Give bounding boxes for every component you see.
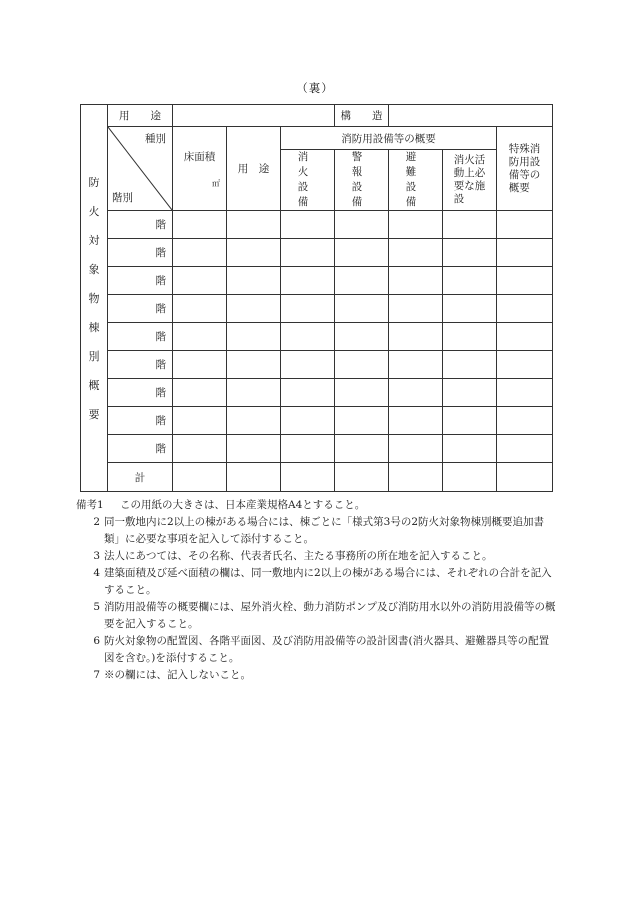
remark-text: 防火対象物の配置図、各階平面図、及び消防用設備等の設計図書(消火器具、避難器具等の配置図を含む。)を添付すること。 <box>104 635 550 664</box>
floor-row-label: 階 <box>108 379 173 407</box>
floor-area-cell[interactable] <box>173 239 227 267</box>
floor-row <box>81 267 553 295</box>
total-use-cell[interactable] <box>227 463 281 492</box>
use-label: 用 途 <box>108 105 173 127</box>
use-cell[interactable] <box>227 267 281 295</box>
remark-item <box>76 497 558 514</box>
special-cell[interactable] <box>497 435 553 463</box>
remark-number: 5 <box>93 601 100 613</box>
evacuation-header: 避 難 設 備 <box>389 150 443 211</box>
use-column-header: 用 途 <box>227 127 281 211</box>
remark-number: 3 <box>93 550 100 562</box>
fire-extinguishing-cell[interactable] <box>281 267 335 295</box>
firefighting-activity-header: 消火活 動上必 要な施 設 <box>443 150 497 211</box>
floor-area-header: 床面積 ㎡ <box>173 127 227 211</box>
floor-area-cell[interactable] <box>173 351 227 379</box>
fire-extinguishing-cell[interactable] <box>281 323 335 351</box>
remark-text: 法人にあつては、その名称、代表者氏名、主たる事務所の所在地を記入すること。 <box>104 550 493 562</box>
remark-number: 6 <box>93 635 100 647</box>
side-label-char: 物 <box>88 291 100 305</box>
activity-cell[interactable] <box>443 323 497 351</box>
fire-extinguishing-cell[interactable] <box>281 295 335 323</box>
side-label-char: 概 <box>88 378 100 392</box>
remark-number: 2 <box>93 516 100 528</box>
floor-area-cell[interactable] <box>173 435 227 463</box>
remark-item <box>80 514 558 548</box>
evacuation-cell[interactable] <box>389 435 443 463</box>
activity-cell[interactable] <box>443 239 497 267</box>
special-cell[interactable] <box>497 351 553 379</box>
total-fire-extinguishing-cell[interactable] <box>281 463 335 492</box>
fire-extinguishing-header: 消 火 設 備 <box>281 150 335 211</box>
evacuation-cell[interactable] <box>389 239 443 267</box>
evacuation-cell[interactable] <box>389 211 443 239</box>
square-meter-unit: ㎡ <box>212 178 220 188</box>
side-label-char: 別 <box>88 349 100 363</box>
type-floor-header <box>108 127 173 211</box>
floor-row-label: 階 <box>108 267 173 295</box>
side-label-cell <box>81 105 108 492</box>
total-row <box>81 463 553 492</box>
special-cell[interactable] <box>497 211 553 239</box>
evacuation-cell[interactable] <box>389 351 443 379</box>
floor-row-label: 階 <box>108 211 173 239</box>
activity-cell[interactable] <box>443 351 497 379</box>
alarm-cell[interactable] <box>335 267 389 295</box>
remark-text: ※の欄には、記入しないこと。 <box>104 669 251 681</box>
floor-row <box>81 323 553 351</box>
page-title: （裏） <box>296 81 334 95</box>
alarm-cell[interactable] <box>335 295 389 323</box>
total-label: 計 <box>108 463 173 492</box>
floor-area-cell[interactable] <box>173 295 227 323</box>
evacuation-cell[interactable] <box>389 379 443 407</box>
fire-extinguishing-cell[interactable] <box>281 407 335 435</box>
structure-label: 構 造 <box>335 105 389 127</box>
side-label-char: 要 <box>88 407 100 421</box>
floor-row <box>81 351 553 379</box>
remark-text: この用紙の大きさは、日本産業規格A4とすること。 <box>120 499 366 511</box>
total-evacuation-cell[interactable] <box>389 463 443 492</box>
alarm-cell[interactable] <box>335 435 389 463</box>
special-cell[interactable] <box>497 379 553 407</box>
floor-label: 階別 <box>112 192 133 204</box>
alarm-cell[interactable] <box>335 379 389 407</box>
floor-area-cell[interactable] <box>173 407 227 435</box>
total-floor-area-cell[interactable] <box>173 463 227 492</box>
floor-row-label: 階 <box>108 407 173 435</box>
fire-extinguishing-cell[interactable] <box>281 435 335 463</box>
total-alarm-cell[interactable] <box>335 463 389 492</box>
activity-cell[interactable] <box>443 211 497 239</box>
evacuation-cell[interactable] <box>389 323 443 351</box>
floor-row <box>81 407 553 435</box>
remark-item <box>80 565 558 599</box>
evacuation-cell[interactable] <box>389 267 443 295</box>
activity-cell[interactable] <box>443 407 497 435</box>
structure-field[interactable] <box>389 105 553 127</box>
total-activity-cell[interactable] <box>443 463 497 492</box>
floor-row-label: 階 <box>108 323 173 351</box>
side-label-char: 象 <box>88 262 100 276</box>
fire-extinguishing-cell[interactable] <box>281 379 335 407</box>
floor-row <box>81 211 553 239</box>
floor-area-cell[interactable] <box>173 379 227 407</box>
use-cell[interactable] <box>227 351 281 379</box>
activity-cell[interactable] <box>443 379 497 407</box>
activity-cell[interactable] <box>443 267 497 295</box>
floor-row <box>81 435 553 463</box>
floor-row-label: 階 <box>108 295 173 323</box>
type-label: 種別 <box>145 133 166 145</box>
fire-extinguishing-cell[interactable] <box>281 211 335 239</box>
equipment-group-header: 消防用設備等の概要 <box>281 127 497 150</box>
remark-number: 7 <box>93 669 100 681</box>
alarm-cell[interactable] <box>335 351 389 379</box>
floor-row <box>81 295 553 323</box>
remark-item <box>80 633 558 667</box>
floor-row-label: 階 <box>108 435 173 463</box>
alarm-cell[interactable] <box>335 211 389 239</box>
floor-row-label: 階 <box>108 351 173 379</box>
remark-item <box>80 599 558 633</box>
special-equipment-header: 特殊消 防用設 備等の 概要 <box>497 127 553 211</box>
special-cell[interactable] <box>497 239 553 267</box>
side-label-char: 棟 <box>88 320 100 334</box>
alarm-header: 警 報 設 備 <box>335 150 389 211</box>
building-overview-table <box>80 104 553 492</box>
remark-text: 建築面積及び延べ面積の欄は、同一敷地内に2以上の棟がある場合には、それぞれの合計を記入すること。 <box>104 567 552 596</box>
remark-number: 4 <box>93 567 100 579</box>
remark-item <box>80 667 558 684</box>
remark-text: 同一敷地内に2以上の棟がある場合には、棟ごとに「様式第3号の2防火対象物棟別概要追加書類」に必要な事項を記入して添付すること。 <box>104 516 545 545</box>
floor-row-label: 階 <box>108 239 173 267</box>
floor-area-cell[interactable] <box>173 211 227 239</box>
floor-row <box>81 239 553 267</box>
special-cell[interactable] <box>497 323 553 351</box>
use-cell[interactable] <box>227 211 281 239</box>
use-cell[interactable] <box>227 295 281 323</box>
use-cell[interactable] <box>227 435 281 463</box>
alarm-cell[interactable] <box>335 323 389 351</box>
activity-cell[interactable] <box>443 435 497 463</box>
side-label-char: 火 <box>88 204 100 218</box>
alarm-cell[interactable] <box>335 407 389 435</box>
fire-extinguishing-cell[interactable] <box>281 239 335 267</box>
alarm-cell[interactable] <box>335 239 389 267</box>
remark-number: 備考1 <box>76 499 104 511</box>
side-label-char: 防 <box>88 175 100 189</box>
activity-cell[interactable] <box>443 295 497 323</box>
use-cell[interactable] <box>227 379 281 407</box>
floor-row <box>81 379 553 407</box>
floor-area-cell[interactable] <box>173 323 227 351</box>
floor-area-cell[interactable] <box>173 267 227 295</box>
special-cell[interactable] <box>497 267 553 295</box>
use-cell[interactable] <box>227 323 281 351</box>
fire-extinguishing-cell[interactable] <box>281 351 335 379</box>
side-label-char: 対 <box>88 233 100 247</box>
use-cell[interactable] <box>227 407 281 435</box>
remark-text: 消防用設備等の概要欄には、屋外消火栓、動力消防ポンプ及び消防用水以外の消防用設備等の概要を記入すること。 <box>104 601 556 630</box>
evacuation-cell[interactable] <box>389 295 443 323</box>
use-field[interactable] <box>173 105 335 127</box>
evacuation-cell[interactable] <box>389 407 443 435</box>
special-cell[interactable] <box>497 407 553 435</box>
remarks-section <box>76 497 558 684</box>
remark-item <box>80 548 558 565</box>
special-cell[interactable] <box>497 295 553 323</box>
total-special-cell[interactable] <box>497 463 553 492</box>
use-cell[interactable] <box>227 239 281 267</box>
